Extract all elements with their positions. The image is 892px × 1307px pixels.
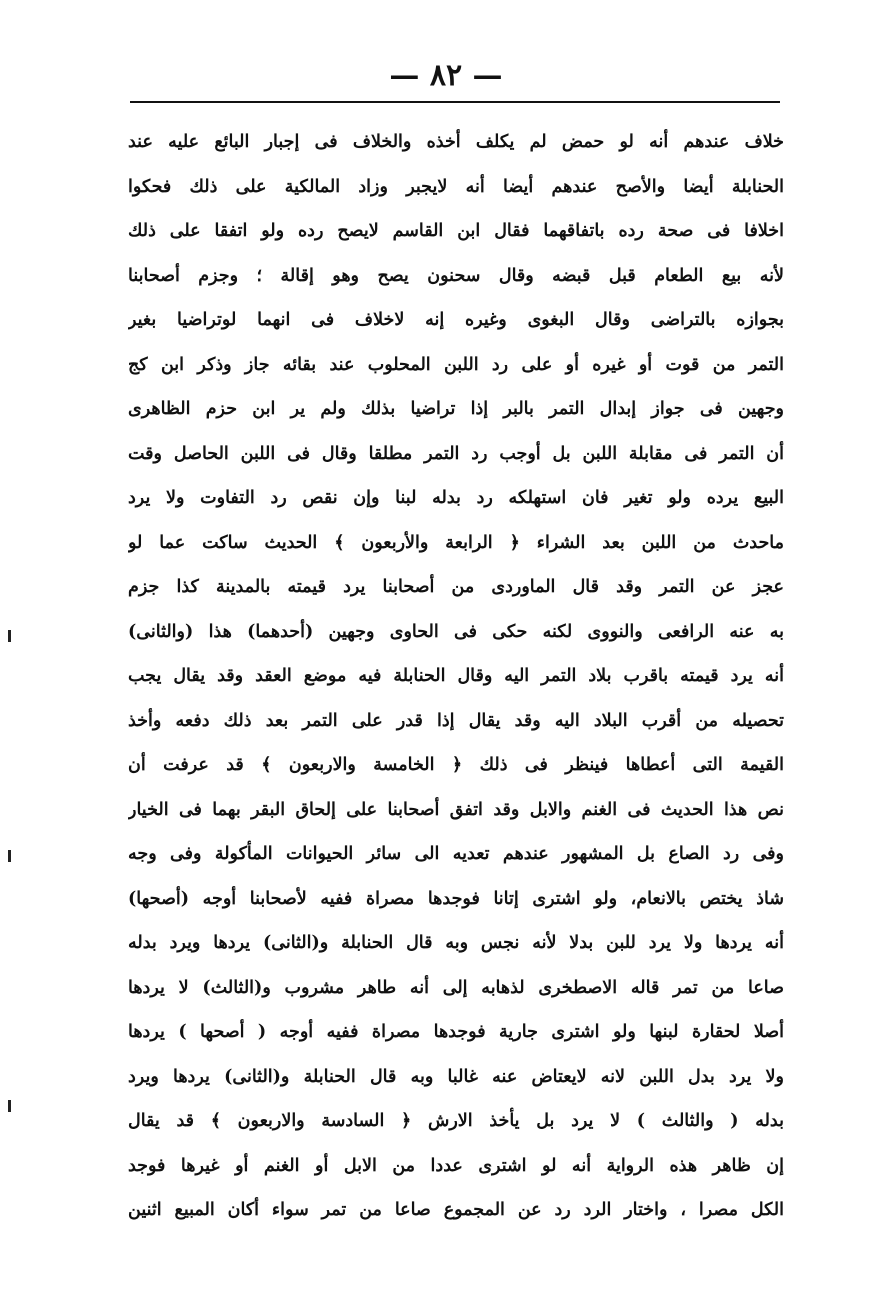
text-line: أصلا لحقارة لبنها ولو اشترى جارية فوجدها مصراة ففيه أوجه ( أصحها ) يردها	[128, 1022, 784, 1042]
margin-mark	[8, 1100, 11, 1112]
header-rule	[130, 101, 780, 103]
text-line: الحنابلة أيضا والأصح عندهم أيضا أنه لايجبر وزاد المالكية على ذلك فحكوا	[128, 176, 784, 197]
text-line: وجهين فى جواز إبدال التمر بالبر إذا تراضيا بذلك ولم ير ابن حزم الظاهرى	[128, 399, 784, 419]
text-line: نص هذا الحديث فى الغنم والابل وقد اتفق أصحابنا على إلحاق البقر بهما فى الخيار	[128, 799, 784, 820]
text-line: عجز عن التمر وقد قال الماوردى من أصحابنا يرد قيمته بالمدينة كذا جزم	[128, 577, 784, 597]
text-line: شاذ يختص بالانعام، ولو اشترى إتانا فوجدها مصراة ففيه لأصحابنا أوجه (أصحها)	[128, 888, 784, 909]
text-line: القيمة التى أعطاها فينظر فى ذلك ﴿ الخامسة والاربعون ﴾ قد عرفت أن	[128, 755, 784, 775]
text-line: بدله ( والثالث ) لا يرد بل يأخذ الارش ﴿ السادسة والاربعون ﴾ قد يقال	[128, 1111, 784, 1131]
text-line: وفى رد الصاع بل المشهور عندهم تعديه الى سائر الحيوانات المأكولة وفى وجه	[128, 844, 784, 864]
text-line: تحصيله من أقرب البلاد اليه وقد يقال إذا قدر على التمر بعد ذلك دفعه وأخذ	[128, 710, 784, 731]
text-line: بجوازه بالتراضى وقال البغوى وغيره إنه لاخلاف فى انهما لوتراضيا بغير	[128, 310, 784, 330]
text-line: اخلافا فى صحة رده باتفاقهما فقال ابن القاسم لايصح رده ولو اتفقا على ذلك	[128, 221, 784, 241]
text-line: إن ظاهر هذه الرواية أنه لو اشترى عددا من الابل أو الغنم أو غيرها فوجد	[128, 1155, 784, 1176]
text-line: أن التمر فى مقابلة اللبن بل أوجب رد التمر مطلقا وقال فى اللبن الحاصل وقت	[128, 443, 784, 464]
margin-mark	[8, 630, 11, 642]
margin-mark	[8, 850, 11, 862]
text-line: التمر من قوت أو غيره أو على رد اللبن المحلوب عند بقائه جاز وذكر ابن كج	[128, 354, 784, 375]
text-line: أنه يرد قيمته باقرب بلاد التمر اليه وقال الحنابلة فيه موضع العقد وقد يقال يجب	[128, 666, 784, 686]
text-line: الكل مصرا ، واختار الرد رد عن المجموع صاعا من تمر سواء أكان المبيع اثنين	[128, 1200, 784, 1220]
text-line: صاعا من تمر قاله الاصطخرى لذهابه إلى أنه طاهر مشروب و(الثالث) لا يردها	[128, 977, 784, 998]
text-line: البيع يرده ولو تغير فان استهلكه رد بدله لبنا وإن نقص رد التفاوت ولا يرد	[128, 488, 784, 508]
body-text	[128, 120, 784, 1233]
text-line: أنه يردها ولا يرد للبن بدلا لأنه نجس وبه قال الحنابلة و(الثانى) يردها ويرد بدله	[128, 933, 784, 953]
text-line: ولا يرد بدل اللبن لانه لايعتاض عنه غالبا وبه قال الحنابلة و(الثانى) يردها ويرد	[128, 1066, 784, 1087]
text-line: ماحدث من اللبن بعد الشراء ﴿ الرابعة والأربعون ﴾ الحديث ساكت عما لو	[128, 532, 784, 553]
text-line: به عنه الرافعى والنووى لكنه حكى فى الحاوى وجهين (أحدهما) هذا (والثانى)	[128, 621, 784, 642]
text-line: خلاف عندهم أنه لو حمض لم يكلف أخذه والخلاف فى إجبار البائع عليه عند	[128, 132, 784, 152]
page-number: — ٨٢ —	[389, 58, 503, 93]
text-line: لأنه بيع الطعام قبل قبضه وقال سحنون يصح وهو إقالة ؛ وجزم أصحابنا	[128, 265, 784, 286]
